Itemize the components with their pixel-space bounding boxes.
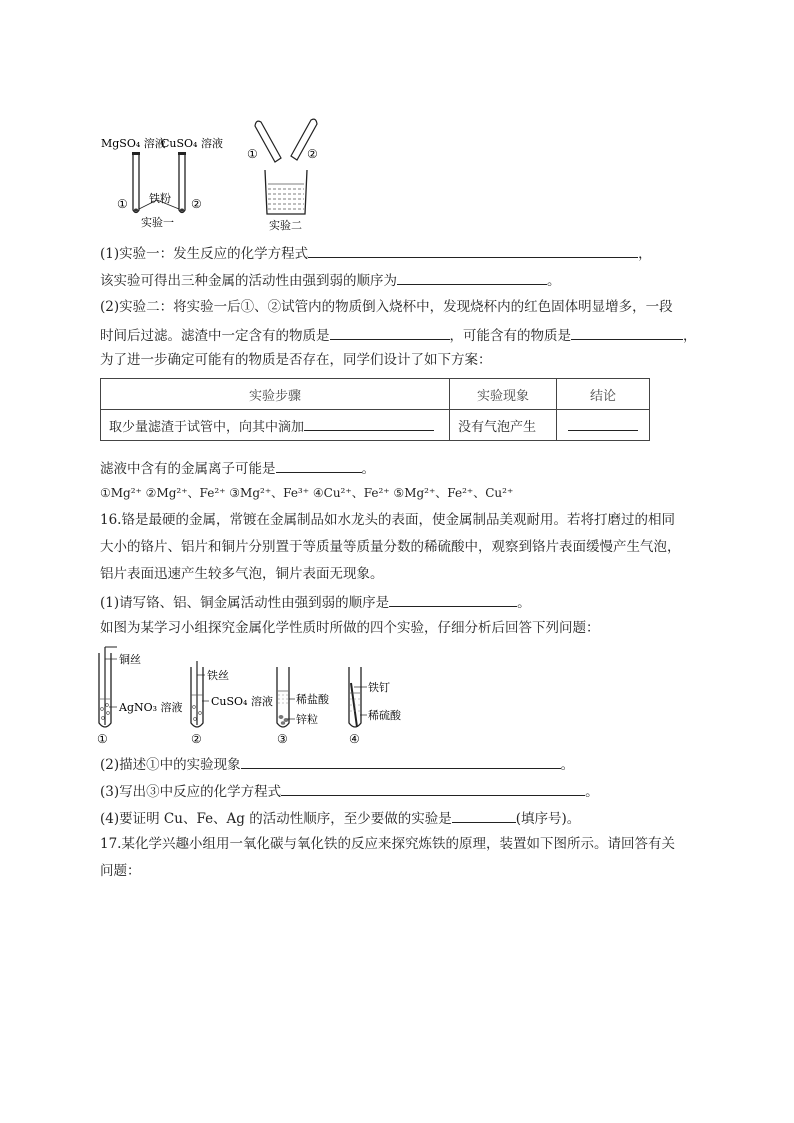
q16-intro: 如图为某学习小组探究金属化学性质时所做的四个实验，仔细分析后回答下列问题： — [100, 620, 600, 636]
q16-p3-suffix: 。 — [585, 784, 599, 800]
caption-experiment-2: 实验二 — [269, 219, 302, 232]
tube-3-zinc-granules — [277, 667, 295, 727]
tube-2-number: ② — [191, 197, 202, 211]
q16-line2: 大小的铬片、铝片和铜片分别置于等质量等质量分数的稀硫酸中，观察到铬片表面缓慢产生气泡， — [100, 539, 681, 555]
label-cuso4: CuSO₄ 溶液 — [161, 137, 223, 150]
experiment-table — [100, 378, 650, 441]
q16-part3-line — [100, 781, 599, 801]
q15-part1b-line — [100, 270, 561, 290]
q15-part2-line1: (2)实验二：将实验一后①、②试管内的物质倒入烧杯中，发现烧杯内的红色固体明显增多，一段 — [100, 299, 673, 315]
test-tube-1 — [132, 152, 140, 213]
q15-p2-text-b: ，可能含有的物质是 — [449, 328, 571, 344]
q15-ions-suffix: 。 — [361, 461, 375, 477]
header-phenomenon: 实验现象 — [450, 379, 557, 410]
answer-blank-conclusion[interactable] — [568, 416, 638, 431]
q15-p1-suffix: ， — [638, 246, 652, 262]
label-iron-powder: 铁粉 — [149, 192, 171, 205]
number-2: ② — [191, 732, 202, 746]
label-dilute-h2so4: 稀硫酸 — [368, 709, 401, 722]
answer-blank-ions[interactable] — [276, 458, 362, 473]
label-mgso4: MgSO₄ 溶液 — [101, 137, 166, 150]
q16-p1-suffix: 。 — [517, 595, 531, 611]
q16-p3-text: (3)写出③中反应的化学方程式 — [100, 784, 282, 800]
answer-blank-residue-possible[interactable] — [571, 325, 683, 340]
answer-blank-chromium-order[interactable] — [389, 592, 517, 607]
label-iron-wire: 铁丝 — [207, 669, 229, 682]
q16-part1-line — [100, 592, 531, 612]
answer-blank-minimum-experiments[interactable] — [452, 808, 516, 823]
q15-p1b-text: 该实验可得出三种金属的活动性由强到弱的顺序为 — [100, 273, 397, 289]
q16-p2-suffix: 。 — [560, 757, 575, 773]
figure-experiments-1-2 — [95, 118, 335, 234]
q15-part2-line3: 为了进一步确定可能有的物质是否存在，同学们设计了如下方案： — [100, 352, 492, 368]
tube-4-iron-nail — [349, 667, 367, 727]
number-3: ③ — [277, 732, 288, 746]
number-4: ④ — [349, 732, 360, 746]
q16-line3: 铝片表面迅速产生较多气泡，铜片表面无现象。 — [100, 566, 384, 582]
cell-conclusion — [557, 410, 650, 441]
q15-p2-text-a: 时间后过滤。滤渣中一定含有的物质是 — [100, 328, 330, 344]
answer-blank-phenomenon[interactable] — [241, 754, 561, 769]
label-iron-nail: 铁钉 — [368, 681, 390, 694]
q15-p2-text-c: ， — [683, 328, 697, 344]
q16-p2-text: (2)描述①中的实验现象 — [100, 757, 241, 773]
beaker-tube-1-number: ① — [247, 147, 258, 161]
tube-1-copper-wire — [99, 647, 117, 727]
test-tube-2 — [178, 152, 186, 213]
header-conclusion: 结论 — [557, 379, 650, 410]
q15-p1-text: (1)实验一：发生反应的化学方程式 — [100, 246, 309, 262]
q16-p4-suffix: (填序号)。 — [515, 811, 581, 827]
answer-blank-reagent[interactable] — [304, 416, 434, 431]
answer-blank-residue-certain[interactable] — [330, 325, 450, 340]
answer-blank-activity-order[interactable] — [397, 270, 547, 285]
figure-four-experiments — [95, 643, 415, 747]
q15-part2-line2 — [100, 325, 697, 345]
label-dilute-hcl: 稀盐酸 — [296, 693, 329, 706]
q16-p4-text: (4)要证明 Cu、Fe、Ag 的活动性顺序，至少要做的实验是 — [100, 811, 452, 827]
header-steps: 实验步骤 — [101, 379, 450, 410]
tube-1-number: ① — [117, 197, 128, 211]
label-copper-wire: 铜丝 — [119, 653, 141, 666]
q16-part2-line — [100, 754, 574, 774]
answer-blank-equation[interactable] — [308, 243, 638, 258]
table-row — [101, 410, 650, 441]
q17-line2: 问题： — [100, 863, 141, 879]
number-1: ① — [97, 732, 108, 746]
q16-p1-text: (1)请写铬、铝、铜金属活动性由强到弱的顺序是 — [100, 595, 390, 611]
q17-line1: 17.某化学兴趣小组用一氧化碳与氧化铁的反应来探究炼铁的原理，装置如下图所示。请回答有关 — [100, 836, 675, 852]
label-agno3: AgNO₃ 溶液 — [119, 701, 183, 714]
q16-part4-line — [100, 808, 580, 828]
q15-ions-line — [100, 458, 375, 478]
table-header-row — [101, 379, 650, 410]
label-cuso4-solution: CuSO₄ 溶液 — [211, 695, 273, 708]
tilted-tube-1 — [255, 121, 281, 162]
q15-ions-text: 滤液中含有的金属离子可能是 — [100, 461, 276, 477]
beaker-tube-2-number: ② — [307, 147, 318, 161]
cell-steps-text: 取少量滤渣于试管中，向其中滴加 — [109, 419, 305, 435]
cell-phenomenon: 没有气泡产生 — [450, 410, 557, 441]
q15-p1b-suffix: 。 — [547, 273, 561, 289]
q15-part1-line — [100, 243, 652, 263]
label-zinc-granules: 锌粒 — [296, 713, 318, 726]
caption-experiment-1: 实验一 — [141, 216, 174, 229]
cell-steps — [101, 410, 450, 441]
beaker — [265, 170, 307, 214]
q15-options: ①Mg²⁺ ②Mg²⁺、Fe²⁺ ③Mg²⁺、Fe³⁺ ④Cu²⁺、Fe²⁺ ⑤Mg²⁺、Fe²⁺、Cu²⁺ — [100, 486, 514, 500]
answer-blank-equation-3[interactable] — [281, 781, 585, 796]
q16-line1: 16.铬是最硬的金属，常镀在金属制品如水龙头的表面，使金属制品美观耐用。若将打磨过的相同 — [100, 512, 675, 528]
